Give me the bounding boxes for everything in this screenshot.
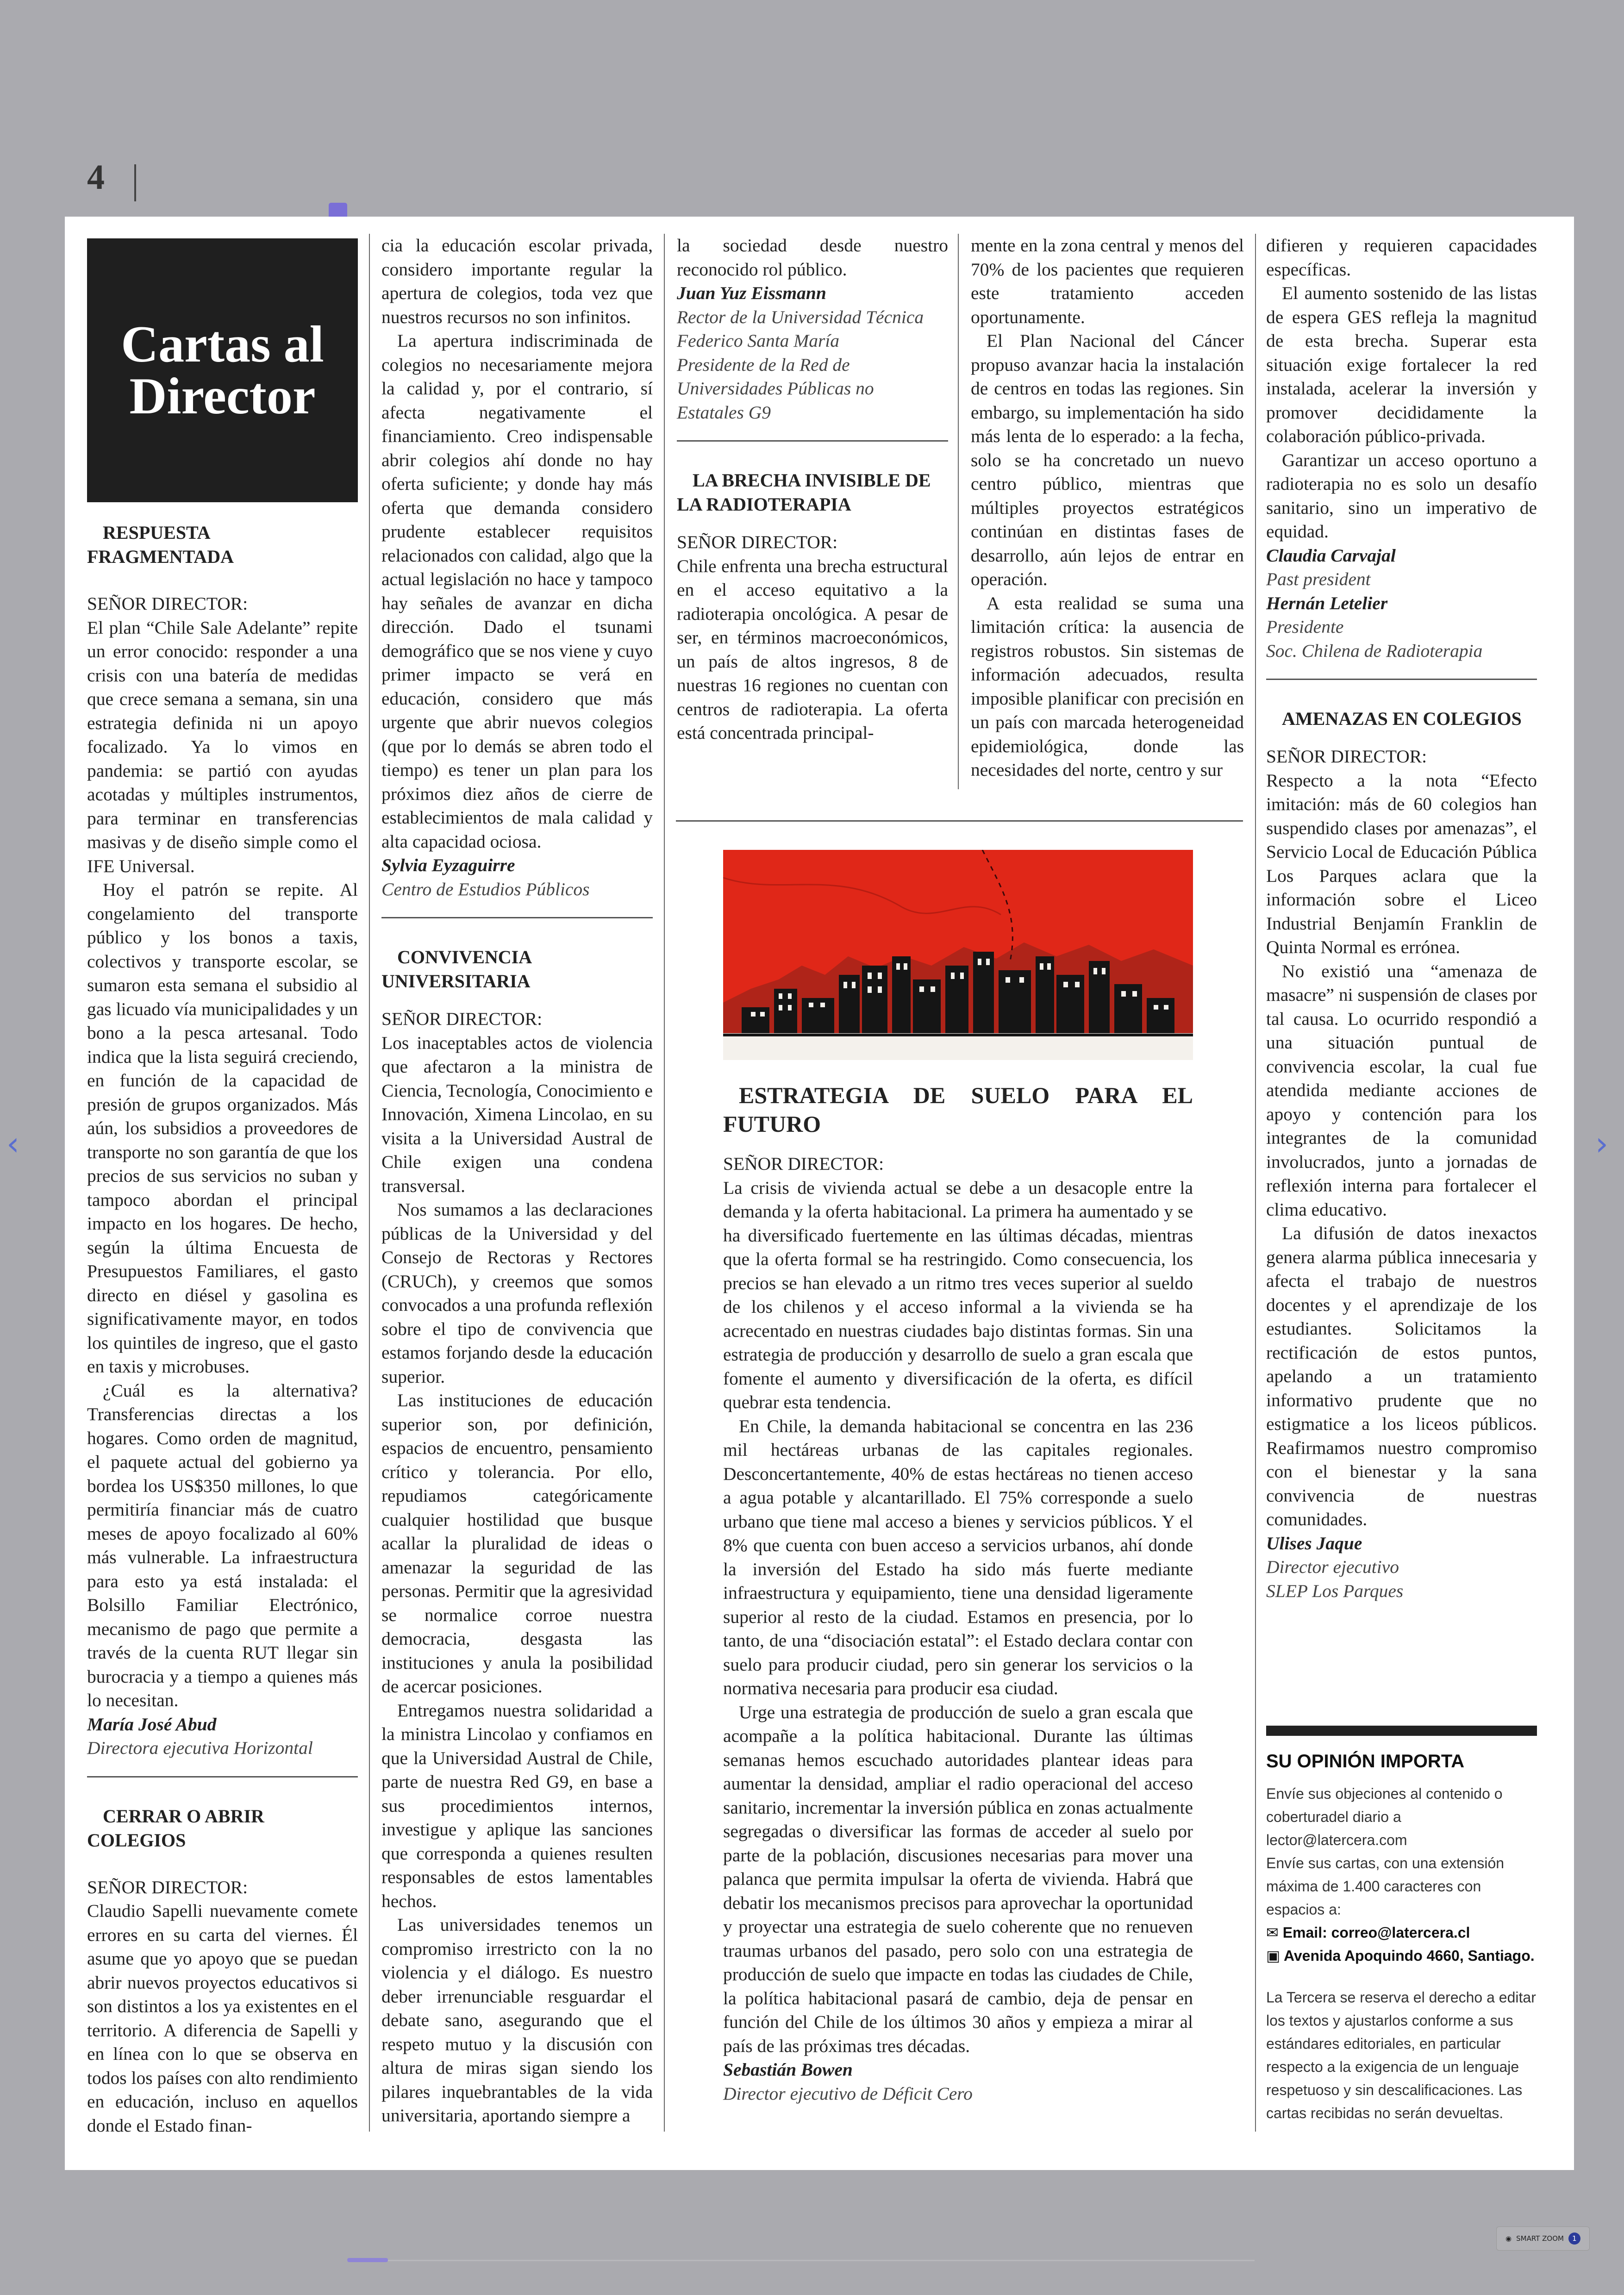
signature-role: Director ejecutivo de Déficit Cero [723, 2083, 973, 2104]
column-1 [87, 238, 358, 2138]
letter-paragraph: cia la educación escolar privada, considero importante regular la apertura de colegios, toda vez que nuestros recursos no son infinitos. [381, 235, 653, 327]
letters-address [1266, 1944, 1537, 1967]
mailbox-icon: ▣ [1266, 1947, 1284, 1964]
feature-letter [723, 1081, 1193, 2106]
letter-paragraph: A esta realidad se suma una limitación crítica: la ausencia de registros robustos. Sin sistemas de información adecuados, resulta imposible planificar con precisión en un país con marcada heterogeneidad epidemiológica, donde las necesidades del norte, centro y sur [971, 592, 1244, 780]
signature-role: Universidades Públicas no [677, 378, 874, 399]
letter-salutation: SEÑOR DIRECTOR: [381, 1009, 543, 1029]
letter-paragraph: Chile enfrenta una brecha estructural en el acceso equitativo a la radioterapia oncológica. A pesar de ser, en términos macroeconómicos, un país de altos ingresos, 8 de nuestras 16 regiones no cuentan con centros de radioterapia. La oferta está concentrada principal- [677, 555, 948, 743]
letter-separator [677, 440, 948, 442]
letter-paragraph: La crisis de vivienda actual se debe a un desacople entre la demanda y la oferta habitacional. La primera ha aumentado y se ha diversificado fuertemente en las últimas décadas, mientras que la oferta formal se ha restringido. Como consecuencia, los precios se han elevado a un ritmo tres veces superior al sueldo de los chilenos y el acceso informal a la vivienda se ha acrecentado en nuestras ciudades bajo distintas formas. Sin una estrategia de producción y desarrollo de suelo a gran escala que fomente el aumento y diversificación de la oferta, es difícil quebrar esta tendencia. [723, 1177, 1193, 1412]
smart-zoom-label: SMART ZOOM [1516, 2234, 1564, 2243]
letter-paragraph: El Plan Nacional del Cáncer propuso avanzar hacia la instalación de centros en todas las regiones. Sin embargo, su implementación ha sido más lenta de lo esperado: a la fecha, solo se ha concretado un nuevo centro público, mientras que múltiples proyectos estratégicos continúan en distintas fases de desarrollo, aún lejos de entrar en operación. [971, 331, 1244, 589]
letter-paragraph: Claudio Sapelli nuevamente comete errores en su carta del viernes. Él asume que yo apoyo que se puedan abrir nuevos proyectos educativos si son distintos a los ya existentes en el territorio. A diferencia de Sapelli y en línea con lo que se observa en todos los países con alto rendimiento en educación, incluso en aquellos donde el Estado finan- [87, 1901, 358, 2136]
letter-paragraph: ¿Cuál es la alternativa? Transferencias directas a los hogares. Como orden de magnitud, el paquete actual del gobierno ya bordea los US$350 millones, lo que permitiría financiar más de cuatro meses de apoyo focalizado al 60% más vulnerable. La infraestructura para esto ya está instalada: el Bolsillo Familiar Electrónico, mecanismo de pago que permite a través de la cuenta RUT llegar sin burocracia y a tiempo a quienes más lo necesitan. [87, 1380, 358, 1710]
letter-title: CONVIVENCIA UNIVERSITARIA [381, 947, 531, 992]
letter-paragraph: Nos sumamos a las declaraciones públicas de la Universidad y del Consejo de Rectoras y Rectores (CRUCh), y creemos que somos convocados a una profunda reflexión sobre el tipo de convivencia que estamos forjando desde la educación superior. [381, 1199, 653, 1387]
letter-title: CERRAR O ABRIR COLEGIOS [87, 1805, 264, 1851]
letter-paragraph: mente en la zona central y menos del 70% de los pacientes que requieren este tratamiento acceden oportunamente. [971, 235, 1244, 327]
signature-name: Claudia Carvajal [1266, 545, 1396, 566]
signature-role: Rector de la Universidad Técnica [677, 306, 924, 327]
sidebox-disclaimer: La Tercera se reserva el derecho a editar los textos y ajustarlos conforme a sus estándares editoriales, en particular respecto a la exigencia de un lenguaje respetuoso y sin descalificaciones. Las cartas recibidas no serán devueltas. [1266, 1989, 1536, 2121]
column-2 [381, 234, 653, 2128]
signature-name: María José Abud [87, 1714, 217, 1734]
column-divider [958, 234, 959, 789]
column-5 [1266, 234, 1537, 1603]
page-number: 4 [87, 158, 105, 197]
next-page-arrow-icon[interactable]: › [1595, 1125, 1608, 1163]
eye-icon: ◉ [1505, 2234, 1512, 2243]
signature-role: Past president [1266, 569, 1371, 589]
signature-role: Presidente de la Red de [677, 354, 850, 375]
letter-paragraph: La difusión de datos inexactos genera alarma pública innecesaria y afecta el trabajo de nuestros docentes y el aprendizaje de los estudiantes. Solicitamos la rectificación de estos puntos, apelando a un tratamiento informativo prudente que no estigmatice a los liceos públicos. Reafirmamos nuestro compromiso con el bienestar y la sana convivencia de nuestras comunidades. [1266, 1223, 1537, 1529]
letter-paragraph: Urge una estrategia de producción de suelo a gran escala que acompañe a la política habitacional. Durante las últimas semanas hemos escuchado autoridades plantear ideas para aumentar la densidad, ampliar el radio operacional del acceso sanitario, incrementar la inversión pública en zonas actualmente segregadas o diversificar las formas de acceder al suelo por parte de la población, discusiones necesarias para mover una palanca que permita impulsar la oferta de vivienda. Habrá que debatir los mecanismos precisos para aprovechar la oportunidad y proyectar una estrategia de suelo coherente que no renueven traumas urbanos del pasado, pero solo con una estrategia de producción de suelo que impacte en todas las ciudades de Chile, la política habitacional pasará de cambio, deja de pensar en función del Chile de los últimos 30 años y empieza a mirar al país de las próximas tres décadas. [723, 1702, 1193, 2056]
signature-org: Soc. Chilena de Radioterapia [1266, 640, 1483, 661]
sidebox-top-bar [1266, 1726, 1537, 1736]
letters-address-text: Avenida Apoquindo 4660, Santiago. [1283, 1947, 1535, 1964]
previous-page-arrow-icon[interactable]: ‹ [6, 1125, 19, 1163]
signature-role: Director ejecutivo [1266, 1557, 1399, 1577]
letters-email-text: Email: correo@latercera.cl [1282, 1924, 1470, 1941]
letter-salutation: SEÑOR DIRECTOR: [87, 1877, 248, 1897]
letter-separator [87, 1776, 358, 1777]
column-divider [664, 234, 665, 2132]
reader-email-link[interactable]: lector@latercera.com [1266, 1832, 1407, 1848]
letter-paragraph: En Chile, la demanda habitacional se concentra en las 236 mil hectáreas urbanas de las capitales regionales. Desconcertantemente, 40% de estas hectáreas no tienen acceso a agua potable y alcantarillado. El 75% corresponde a suelo urbano que tiene mal acceso a bienes y servicios públicos. Y el 8% que cuenta con buen acceso a servicios urbanos, ahí donde la inversión del Estado ha sido más fuerte mediante infraestructura y equipamiento, tiene una densidad ligeramente superior al resto de la ciudad. Estamos en presencia, por lo tanto, de una “disociación estatal”: el Estado declara contar con suelo para producir ciudad, pero sin generar los servicios o la normativa necesaria para producir esa ciudad. [723, 1416, 1193, 1698]
letter-salutation: SEÑOR DIRECTOR: [723, 1154, 884, 1174]
letter-paragraph: Las universidades tenemos un compromiso irrestricto con la no violencia y el diálogo. Es nuestro deber irrenunciable resguardar el debate sano, asegurando que el respeto mutuo y la discusión con altura de miras sigan siendo los pilares inquebrantables de la vida universitaria, aportando siempre a [381, 1915, 653, 2126]
letter-paragraph: Respecto a la nota “Efecto imitación: más de 60 colegios han suspendido clases por amenazas”, el Servicio Local de Educación Pública Los Parques aclara que la información sobre el Liceo Industrial Benjamín Franklin de Quinta Normal es errónea. [1266, 770, 1537, 957]
sidebox-text: Envíe sus cartas, con una extensión [1266, 1855, 1505, 1871]
signature-name: Hernán Letelier [1266, 592, 1388, 613]
signature-role: Federico Santa María [677, 331, 840, 351]
smart-zoom-button[interactable] [1496, 2226, 1590, 2251]
scrollbar-thumb[interactable] [347, 2258, 388, 2262]
letter-title: RESPUESTA FRAGMENTADA [87, 522, 234, 567]
letter-paragraph: Garantizar un acceso oportuno a radioterapia no es solo un desafío sanitario, sino un imperativo de equidad. [1266, 449, 1537, 542]
letter-paragraph: Las instituciones de educación superior son, por definición, espacios de encuentro, pensamiento crítico y tolerancia. Por ello, repudiamos categóricamente cualquier hostilidad que busque acallar la pluralidad de ideas o amenazar la seguridad de las personas. Permitir que la agresividad se normalice corroe nuestra democracia, desgasta las instituciones y anula la posibilidad de acercar posiciones. [381, 1390, 653, 1696]
letter-salutation: SEÑOR DIRECTOR: [87, 593, 248, 614]
column-divider [369, 234, 370, 2132]
signature-role: Presidente [1266, 617, 1344, 637]
column-4 [971, 234, 1244, 782]
letter-paragraph: La apertura indiscriminada de colegios no necesariamente mejora la calidad y, por el contrario, sí afecta negativamente el financiamiento. Creo indispensable abrir colegios ahí donde no hay oferta suficiente; y donde hay más oferta que demanda considero prudente establecer requisitos relacionados con calidad, algo que la actual legislación no hace y tampoco hay señales de avanzar en dicha dirección. Dado el tsunami demográfico que se nos viene y cuyo primer impacto se verá en educación, considero que más urgente que abrir nuevos colegios (que por lo demás se abren todo el tiempo) es tener un plan para los próximos diez años de cierre de establecimientos de mala calidad y alta capacidad ociosa. [381, 331, 653, 852]
opinion-sidebox [1266, 1726, 1537, 2125]
letter-separator [381, 917, 653, 918]
letter-paragraph: Hoy el patrón se repite. Al congelamiento del transporte público y los bonos a taxis, colectivos y transporte escolar, se sumaron esta semana el subsidio al gas licuado vía municipalidades y un bono a la pesca artesanal. Todo indica que la lista seguirá creciendo, en función de la capacidad de presión de grupos organizados. Más aún, los subsidios a proveedores de transporte no son garantía de que los precios de sus servicios no suban y tampoco abordan el principal impacto en los hogares. De hecho, según la última Encuesta de Presupuestos Familiares, el gasto directo en diésel y gasolina es significativamente mayor, en todos los quintiles de ingreso, que el gasto en taxis y microbuses. [87, 879, 358, 1377]
letter-paragraph: Entregamos nuestra solidaridad a la ministra Lincolao y confiamos en que la Universidad Austral de Chile, parte de nuestra Red G9, en base a sus procedimientos internos, investigue y aplique las sanciones que corresponda a quienes resulten responsables de estos lamentables hechos. [381, 1700, 653, 1911]
signature-role: SLEP Los Parques [1266, 1580, 1404, 1601]
letter-salutation: SEÑOR DIRECTOR: [1266, 746, 1427, 767]
section-masthead [87, 238, 358, 502]
signature-name: Juan Yuz Eissmann [677, 283, 826, 303]
feature-headline: ESTRATEGIA DE SUELO PARA EL FUTURO [723, 1082, 1193, 1137]
column-3 [677, 234, 948, 745]
letter-paragraph: No existió una “amenaza de masacre” ni suspensión de clases por tal causa. Lo ocurrido respondió a una situación puntual de convivencia escolar, la cual fue atendida mediante acciones de apoyo y contención para los integrantes de la comunidad involucrados, junto a jornadas de reflexión interna para fortalecer el clima educativo. [1266, 960, 1537, 1220]
signature-role: Centro de Estudios Públicos [381, 879, 590, 899]
letter-paragraph: la sociedad desde nuestro reconocido rol público. [677, 235, 948, 280]
signature-name: Ulises Jaque [1266, 1533, 1362, 1553]
column-divider [1255, 234, 1256, 2132]
letters-email[interactable] [1266, 1921, 1537, 1944]
letter-paragraph: difieren y requieren capacidades específicas. [1266, 235, 1537, 280]
signature-name: Sebastián Bowen [723, 2059, 853, 2080]
envelope-icon: ✉ [1266, 1924, 1283, 1941]
smart-zoom-badge: 1 [1568, 2233, 1580, 2245]
page-number-divider [134, 164, 136, 201]
signature-name: Sylvia Eyzaguirre [381, 855, 515, 875]
letter-paragraph: El plan “Chile Sale Adelante” repite un error conocido: responder a una crisis con una batería de medidas que crece semana a semana, sin una estrategia definida ni un apoyo focalizado. Ya lo vimos en pandemia: se partió con ayudas acotadas y múltiples instrumentos, para terminar en transferencias masivas y de diseño simple como el IFE Universal. [87, 617, 358, 876]
sidebox-title: SU OPINIÓN IMPORTA [1266, 1751, 1465, 1771]
sidebox-text: Envíe sus objeciones al contenido o [1266, 1785, 1503, 1802]
letter-title: AMENAZAS EN COLEGIOS [1282, 708, 1522, 729]
section-rule [676, 820, 1243, 822]
horizontal-scrollbar[interactable] [347, 2260, 1255, 2261]
letter-title: LA BRECHA INVISIBLE DE LA RADIOTERAPIA [677, 470, 931, 515]
letter-paragraph: Los inaceptables actos de violencia que afectaron a la ministra de Ciencia, Tecnología, Conocimiento e Innovación, Ximena Lincolao, en su visita a la Universidad Austral de Chile exigen una condena transversal. [381, 1032, 653, 1196]
signature-role: Directora ejecutiva Horizontal [87, 1738, 313, 1758]
sidebox-text: máxima de 1.400 caracteres con [1266, 1878, 1481, 1895]
letter-salutation: SEÑOR DIRECTOR: [677, 532, 838, 552]
masthead-line1: Cartas al [121, 316, 324, 373]
letter-separator [1266, 679, 1537, 680]
masthead-line2: Director [129, 368, 316, 425]
letter-paragraph: El aumento sostenido de las listas de espera GES refleja la magnitud de esta brecha. Superar esta situación exige fortalecer la red instalada, acelerar la inversión y promover decididamente la colaboración público-privada. [1266, 283, 1537, 446]
sidebox-text: coberturadel diario a [1266, 1809, 1401, 1825]
city-skyline-illustration [723, 850, 1193, 1060]
signature-role: Estatales G9 [677, 402, 771, 423]
sidebox-text: espacios a: [1266, 1901, 1341, 1918]
